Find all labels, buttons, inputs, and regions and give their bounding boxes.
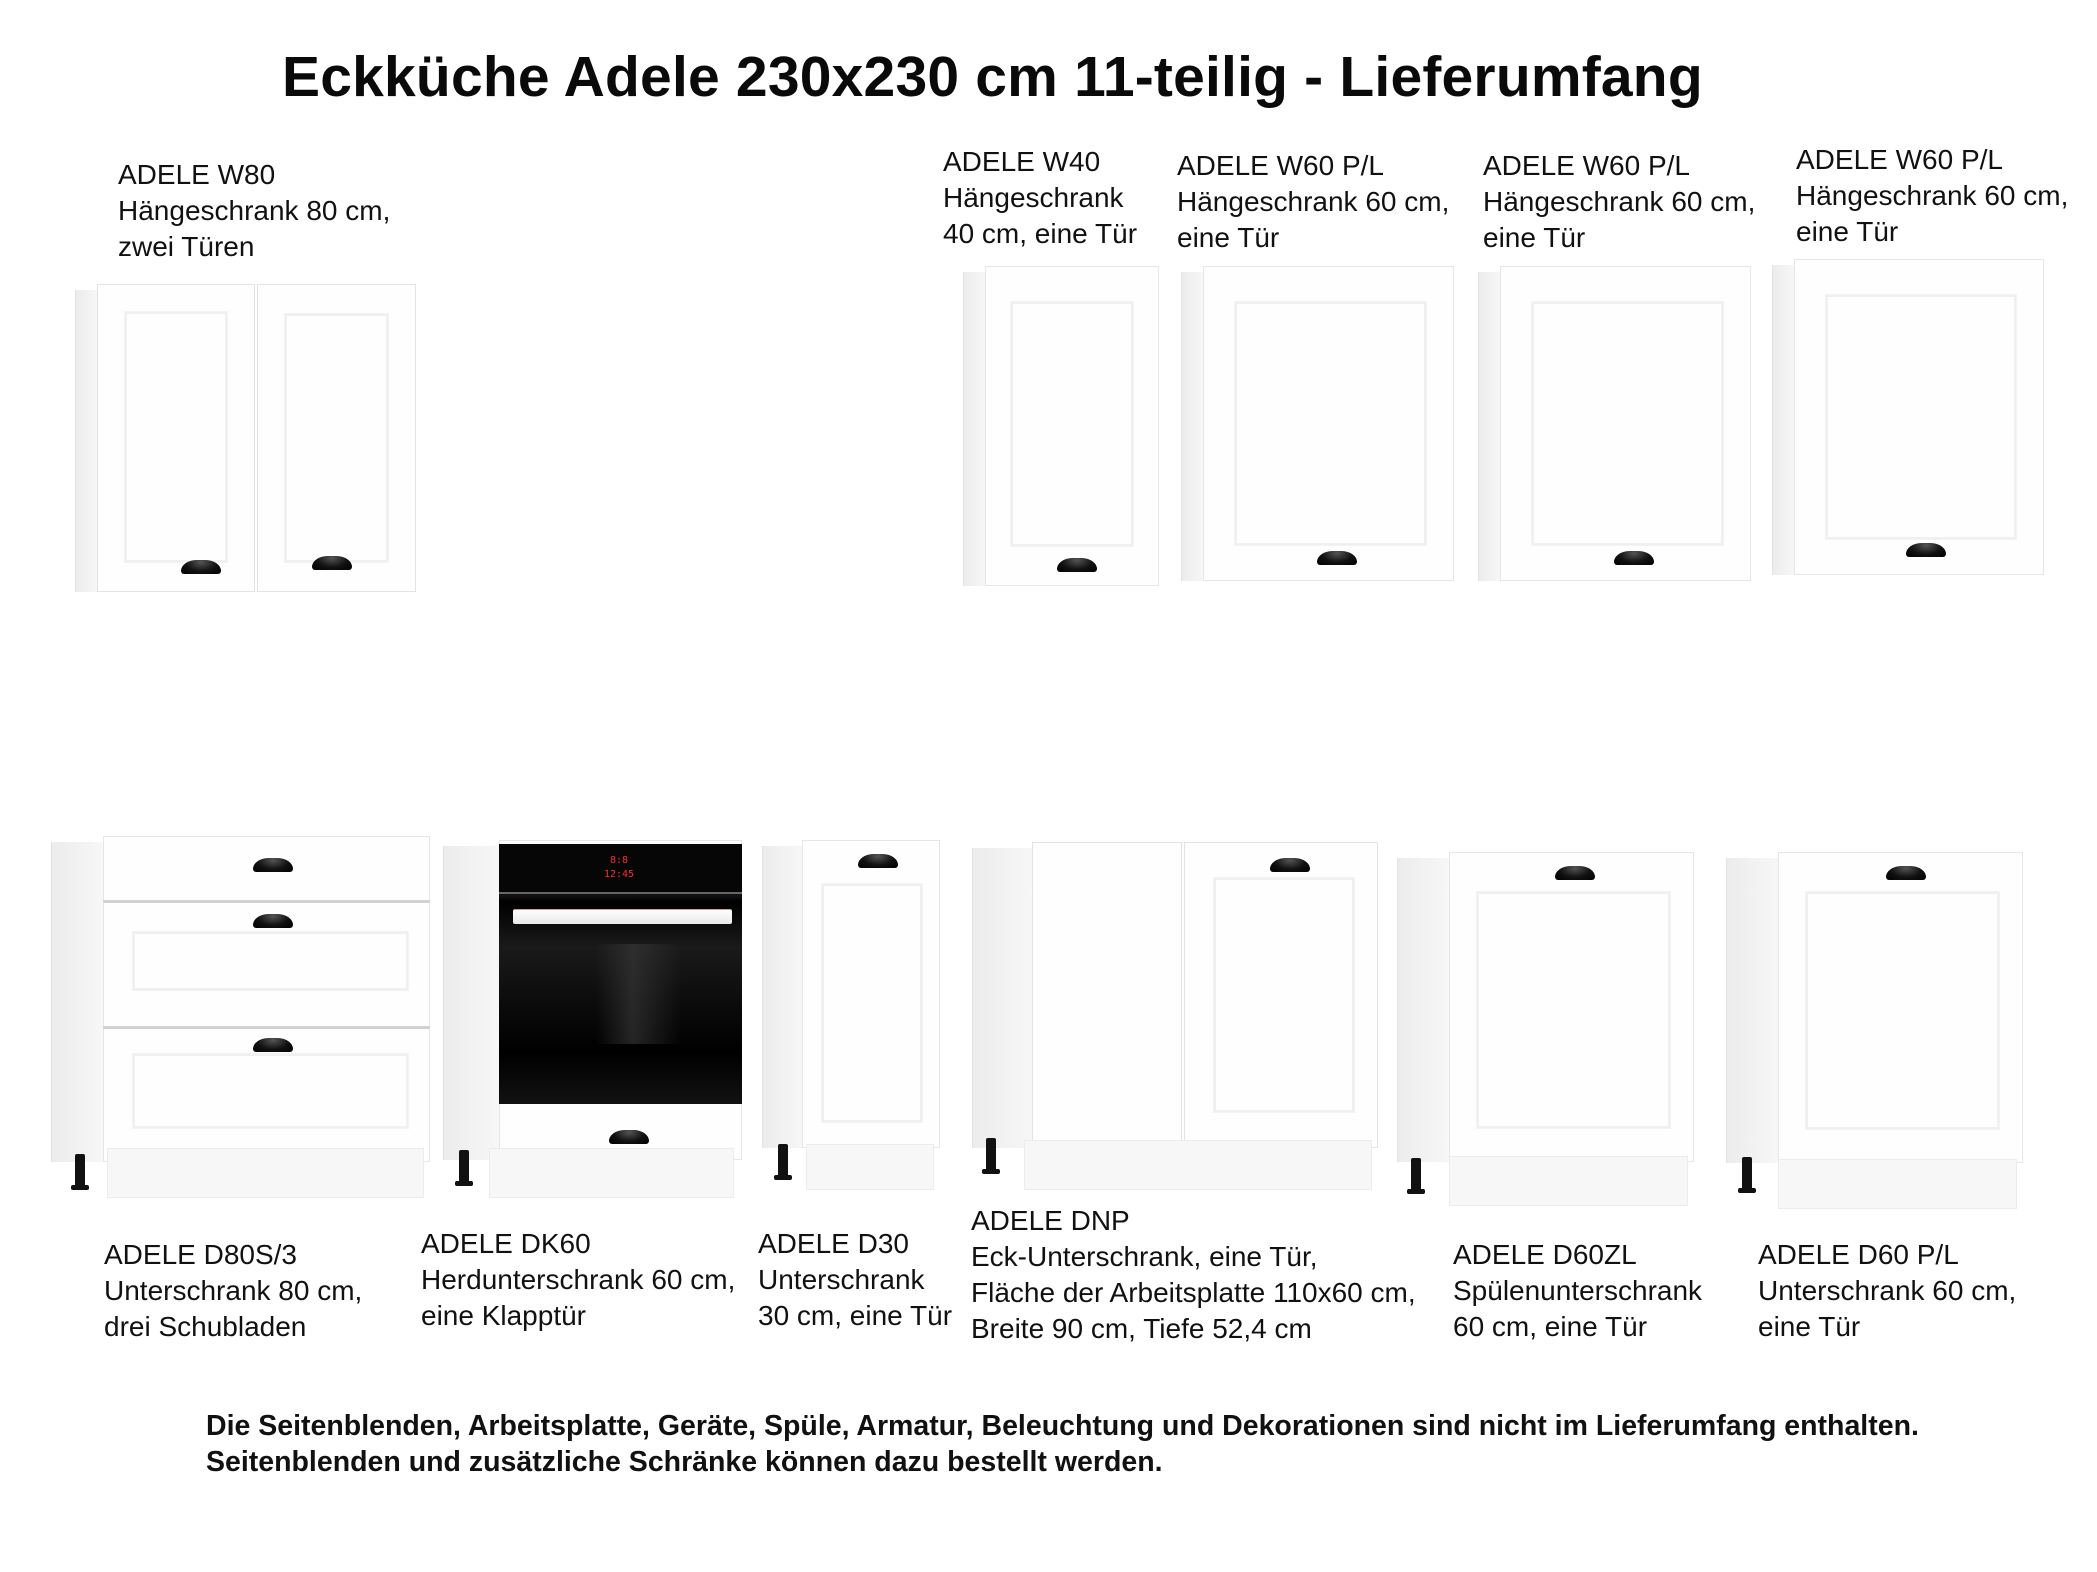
cabinet-side: [75, 290, 98, 592]
handle-icon: [1614, 551, 1654, 565]
handle-icon: [1317, 551, 1357, 565]
label-line: Herdunterschrank 60 cm,: [421, 1264, 736, 1295]
drawer-panel: [133, 1054, 408, 1128]
cabinet-side: [1726, 858, 1779, 1163]
label-code: ADELE DK60: [421, 1228, 591, 1259]
door-panel: [285, 314, 388, 562]
handle-icon: [858, 854, 898, 868]
delivery-note-line2: Seitenblenden und zusätzliche Schränke können dazu bestellt werden.: [206, 1446, 1163, 1478]
label-line: Spülenunterschrank: [1453, 1275, 1703, 1306]
door-panel: [1214, 878, 1354, 1112]
plinth: [1024, 1140, 1372, 1190]
handle-icon: [312, 556, 352, 570]
handle-icon: [609, 1130, 649, 1144]
plinth: [1778, 1159, 2017, 1209]
door-panel: [1235, 302, 1426, 545]
door-panel: [1532, 302, 1723, 545]
cabinet-d60pl: [1726, 852, 2023, 1209]
cabinet-w60-1: [1181, 266, 1454, 581]
cabinet-door: [1203, 266, 1454, 581]
label-w60-2: [1483, 148, 1755, 256]
label-line: zwei Türen: [118, 231, 255, 262]
drawer-divider: [103, 1026, 430, 1029]
label-line: Hängeschrank 60 cm,: [1796, 180, 2069, 211]
label-d30: [758, 1226, 952, 1334]
label-dnp: [971, 1203, 1416, 1347]
label-d60pl: [1758, 1237, 2016, 1345]
cabinet-front: [103, 836, 430, 1162]
cabinet-d30: [762, 840, 940, 1190]
cabinet-w40: [963, 266, 1159, 586]
label-code: ADELE D30: [758, 1228, 909, 1259]
oven: [499, 844, 742, 1104]
delivery-note: [206, 1408, 1919, 1480]
cabinet-door-right: [257, 284, 416, 592]
label-line: 60 cm, eine Tür: [1453, 1311, 1648, 1342]
label-line: Hängeschrank 80 cm,: [118, 195, 391, 226]
oven-control-panel: [499, 844, 742, 894]
cabinet-door: [1184, 842, 1378, 1148]
label-line: Breite 90 cm, Tiefe 52,4 cm: [971, 1313, 1312, 1344]
label-line: Unterschrank 60 cm,: [1758, 1275, 2017, 1306]
label-line: Unterschrank: [758, 1264, 925, 1295]
cabinet-d60zl: [1397, 852, 1694, 1206]
leg: [459, 1150, 469, 1184]
label-code: ADELE W40: [943, 146, 1101, 177]
drawer-panel: [133, 932, 408, 990]
delivery-note-line1: Die Seitenblenden, Arbeitsplatte, Geräte, Spüle, Armatur, Beleuchtung und Dekorationen sind nicht im Lieferumfang enthalten.: [206, 1410, 1919, 1442]
cabinet-side: [1772, 265, 1795, 575]
oven-handle: [513, 909, 732, 924]
cabinet-side: [963, 272, 986, 586]
cabinet-side: [51, 842, 104, 1162]
oven-display: [593, 854, 645, 884]
handle-icon: [1555, 866, 1595, 880]
plinth: [806, 1144, 934, 1190]
page-title: Eckküche Adele 230x230 cm 11-teilig - Lieferumfang: [282, 45, 1703, 109]
label-line: drei Schubladen: [104, 1311, 307, 1342]
cabinet-door: [1500, 266, 1751, 581]
label-line: Hängeschrank 60 cm,: [1483, 186, 1756, 217]
cabinet-blind-panel: [1032, 842, 1182, 1148]
cabinet-dk60: [443, 840, 742, 1198]
label-code: ADELE DNP: [971, 1205, 1130, 1236]
plinth: [1449, 1156, 1688, 1206]
cabinet-door-left: [97, 284, 255, 592]
cabinet-door: [985, 266, 1159, 586]
leg: [778, 1144, 788, 1178]
door-panel: [1011, 302, 1133, 546]
label-code: ADELE W60 P/L: [1796, 144, 2003, 175]
label-code: ADELE W60 P/L: [1483, 150, 1690, 181]
handle-icon: [1906, 543, 1946, 557]
cabinet-side: [762, 846, 803, 1148]
label-d60zl: [1453, 1237, 1702, 1345]
label-d80s3: [104, 1237, 362, 1345]
plinth: [107, 1148, 424, 1198]
cabinet-w60-2: [1478, 266, 1751, 581]
handle-icon: [253, 914, 293, 928]
cabinet-front: [499, 840, 742, 1160]
oven-glass: [499, 944, 742, 1044]
handle-icon: [181, 560, 221, 574]
handle-icon: [1270, 858, 1310, 872]
cabinet-side: [1181, 272, 1204, 581]
label-line: eine Tür: [1758, 1311, 1861, 1342]
label-w60-1: [1177, 148, 1449, 256]
label-w80: [118, 157, 390, 265]
oven-display-top: 8:8: [609, 855, 629, 866]
cabinet-door: [1778, 852, 2023, 1163]
label-w40: [943, 144, 1137, 252]
label-code: ADELE W60 P/L: [1177, 150, 1384, 181]
handle-icon: [1057, 558, 1097, 572]
label-line: Fläche der Arbeitsplatte 110x60 cm,: [971, 1277, 1416, 1308]
handle-icon: [253, 858, 293, 872]
door-panel: [1806, 892, 1999, 1129]
cabinet-side: [1478, 272, 1501, 581]
label-dk60: [421, 1226, 735, 1334]
label-code: ADELE D60 P/L: [1758, 1239, 1959, 1270]
leg: [75, 1154, 85, 1188]
cabinet-side: [972, 848, 1033, 1148]
cabinet-w60-3: [1772, 259, 2044, 575]
label-line: eine Tür: [1483, 222, 1586, 253]
label-code: ADELE D60ZL: [1453, 1239, 1637, 1270]
label-w60-3: [1796, 142, 2068, 250]
leg: [1411, 1158, 1421, 1192]
leg: [986, 1138, 996, 1172]
cabinet-door: [1449, 852, 1694, 1162]
cabinet-door: [1794, 259, 2044, 575]
label-line: eine Tür: [1177, 222, 1280, 253]
label-line: Hängeschrank: [943, 182, 1124, 213]
label-line: Hängeschrank 60 cm,: [1177, 186, 1450, 217]
drawer-divider: [103, 900, 430, 903]
handle-icon: [1886, 866, 1926, 880]
handle-icon: [253, 1038, 293, 1052]
door-panel: [1826, 295, 2016, 539]
label-line: Eck-Unterschrank, eine Tür,: [971, 1241, 1318, 1272]
door-panel: [1477, 892, 1670, 1128]
label-line: 40 cm, eine Tür: [943, 218, 1138, 249]
cabinet-side: [443, 846, 500, 1160]
label-line: eine Tür: [1796, 216, 1899, 247]
oven-display-bottom: 12:45: [603, 869, 635, 880]
label-line: 30 cm, eine Tür: [758, 1300, 953, 1331]
cabinet-door: [802, 840, 940, 1148]
label-code: ADELE D80S/3: [104, 1239, 297, 1270]
plinth: [489, 1148, 734, 1198]
cabinet-d80s3: [51, 836, 430, 1198]
label-code: ADELE W80: [118, 159, 276, 190]
leg: [1742, 1157, 1752, 1191]
door-panel: [822, 884, 922, 1122]
door-panel: [125, 312, 227, 562]
label-line: eine Klapptür: [421, 1300, 587, 1331]
cabinet-w80: [75, 284, 416, 592]
cabinet-side: [1397, 858, 1450, 1162]
cabinet-dnp: [972, 842, 1378, 1190]
label-line: Unterschrank 80 cm,: [104, 1275, 363, 1306]
